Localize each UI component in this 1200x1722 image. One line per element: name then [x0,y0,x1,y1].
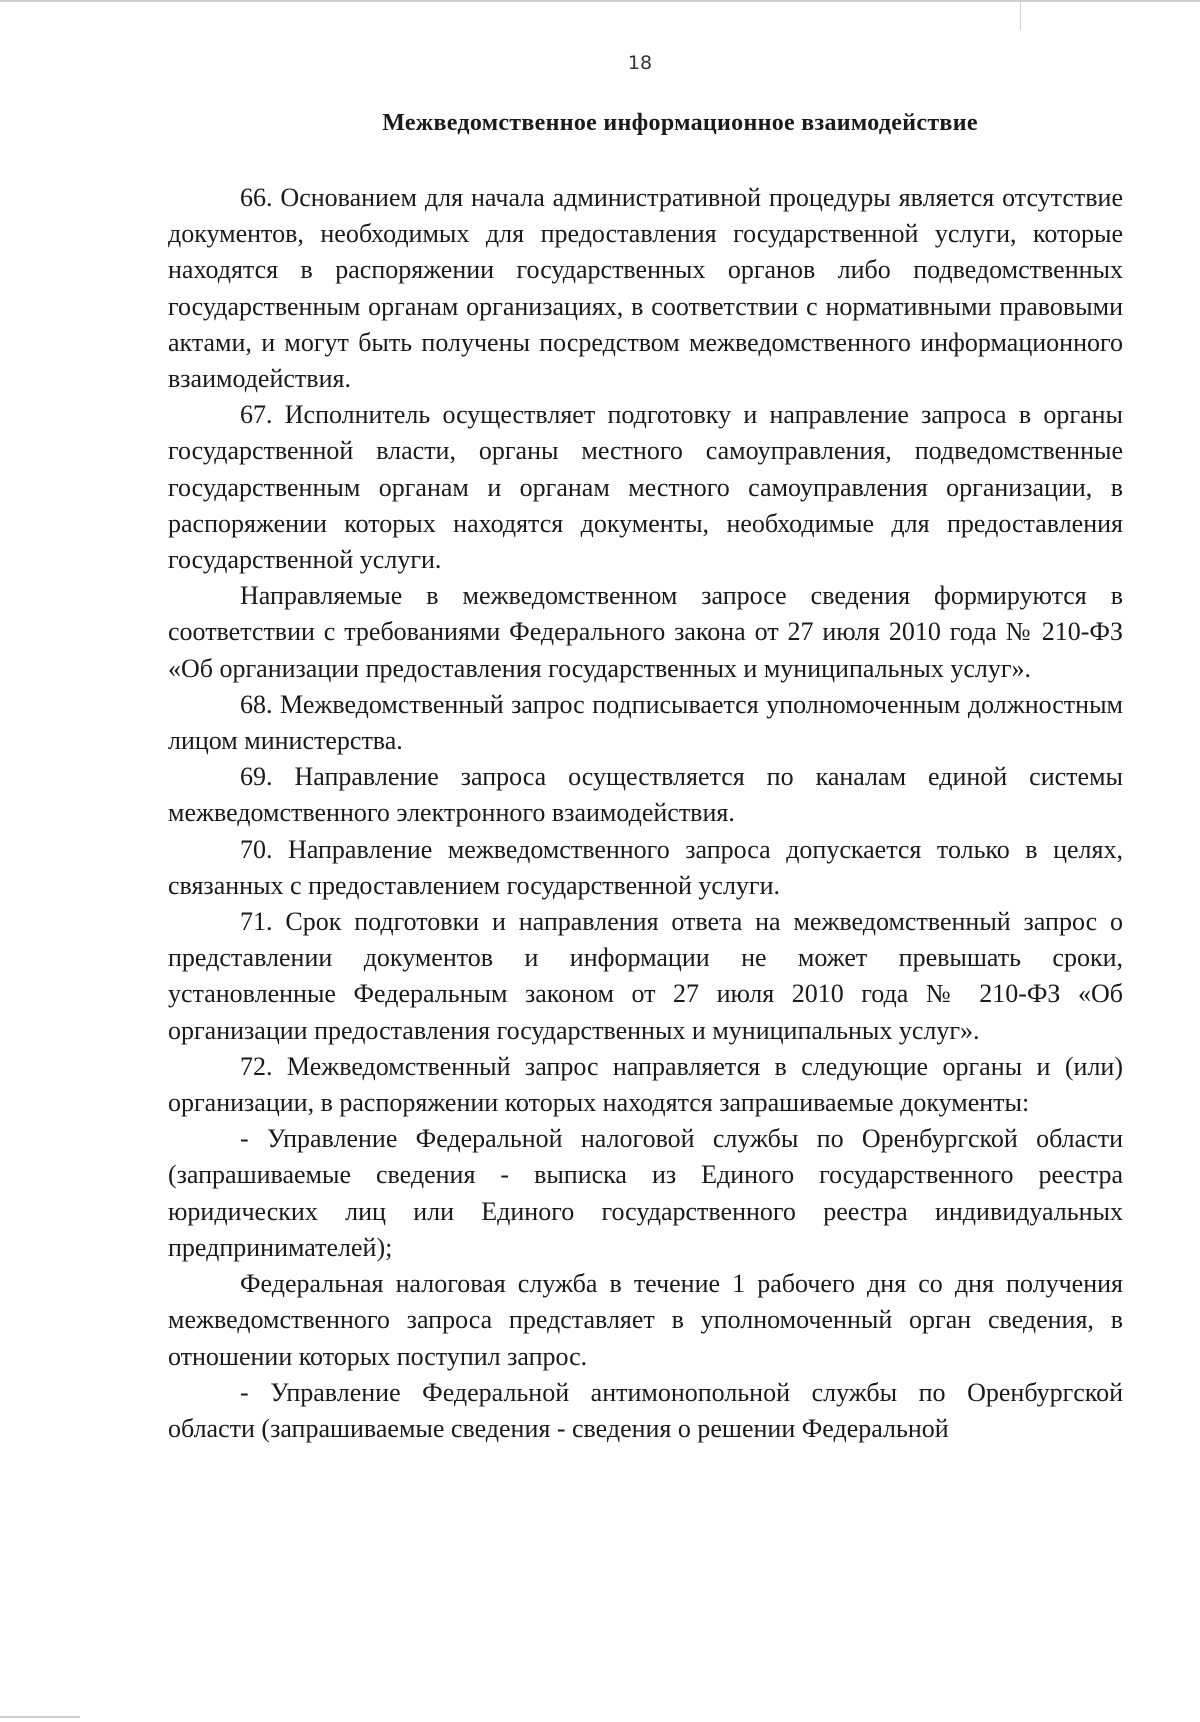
document-body [168,180,1123,1447]
scan-edge-right [1020,0,1021,30]
paragraph-66: 66. Основанием для начала административной процедуры является отсутствие документов, необходимых для предоставления государственной услуги, которые находятся в распоряжении государственных органов либо подведомственных государственным органам организациях, в соответствии с нормативными правовыми актами, и могут быть получены посредством межведомственного информационного взаимодействия. [168,183,1123,394]
paragraph-68: 68. Межведомственный запрос подписывается уполномоченным должностным лицом министерства. [168,689,1123,756]
paragraph-71: 71. Срок подготовки и направления ответа на межведомственный запрос о представлении документов и информации не может превышать сроки, установленные Федеральным законом от 27 июля 2010 года № 210-ФЗ «Об организации предоставления государственных и муниципальных услуг». [168,907,1123,1045]
paragraph-tax-service-note: Федеральная налоговая служба в течение 1 рабочего дня со дня получения межведомственного запроса представляет в уполномоченный орган сведения, в отношении которых поступил запрос. [168,1269,1123,1371]
paragraph-67: 67. Исполнитель осуществляет подготовку и направление запроса в органы государственной власти, органы местного самоуправления, подведомственные государственным органам и органам местного самоуправления организации, в распоряжении которых находятся документы, необходимые для предоставления государственной услуги. [168,400,1123,575]
paragraph-72: 72. Межведомственный запрос направляется в следующие органы и (или) организации, в распоряжении которых находятся запрашиваемые документы: [168,1051,1123,1118]
paragraph-70: 70. Направление межведомственного запроса допускается только в целях, связанных с предоставлением государственной услуги. [168,834,1123,900]
paragraph-69: 69. Направление запроса осуществляется по каналам единой системы межведомственного электронного взаимодействия. [168,762,1123,828]
page-number: 18 [627,52,653,74]
list-item-tax-service: - Управление Федеральной налоговой службы по Оренбургской области (запрашиваемые сведения - выписка из Единого государственного реестра юридических лиц или Единого государственного реестра индивидуальных предпринимателей); [168,1124,1123,1262]
paragraph-67-note: Направляемые в межведомственном запросе сведения формируются в соответствии с требованиями Федерального закона от 27 июля 2010 года № 210-ФЗ «Об организации предоставления государственных и муниципальных услуг». [168,581,1123,683]
list-item-antimonopoly-service: - Управление Федеральной антимонопольной службы по Оренбургской области (запрашиваемые сведения - сведения о решении Федеральной [168,1377,1123,1443]
scan-edge-bottom [0,1716,80,1718]
section-heading: Межведомственное информационное взаимодействие [382,110,978,136]
